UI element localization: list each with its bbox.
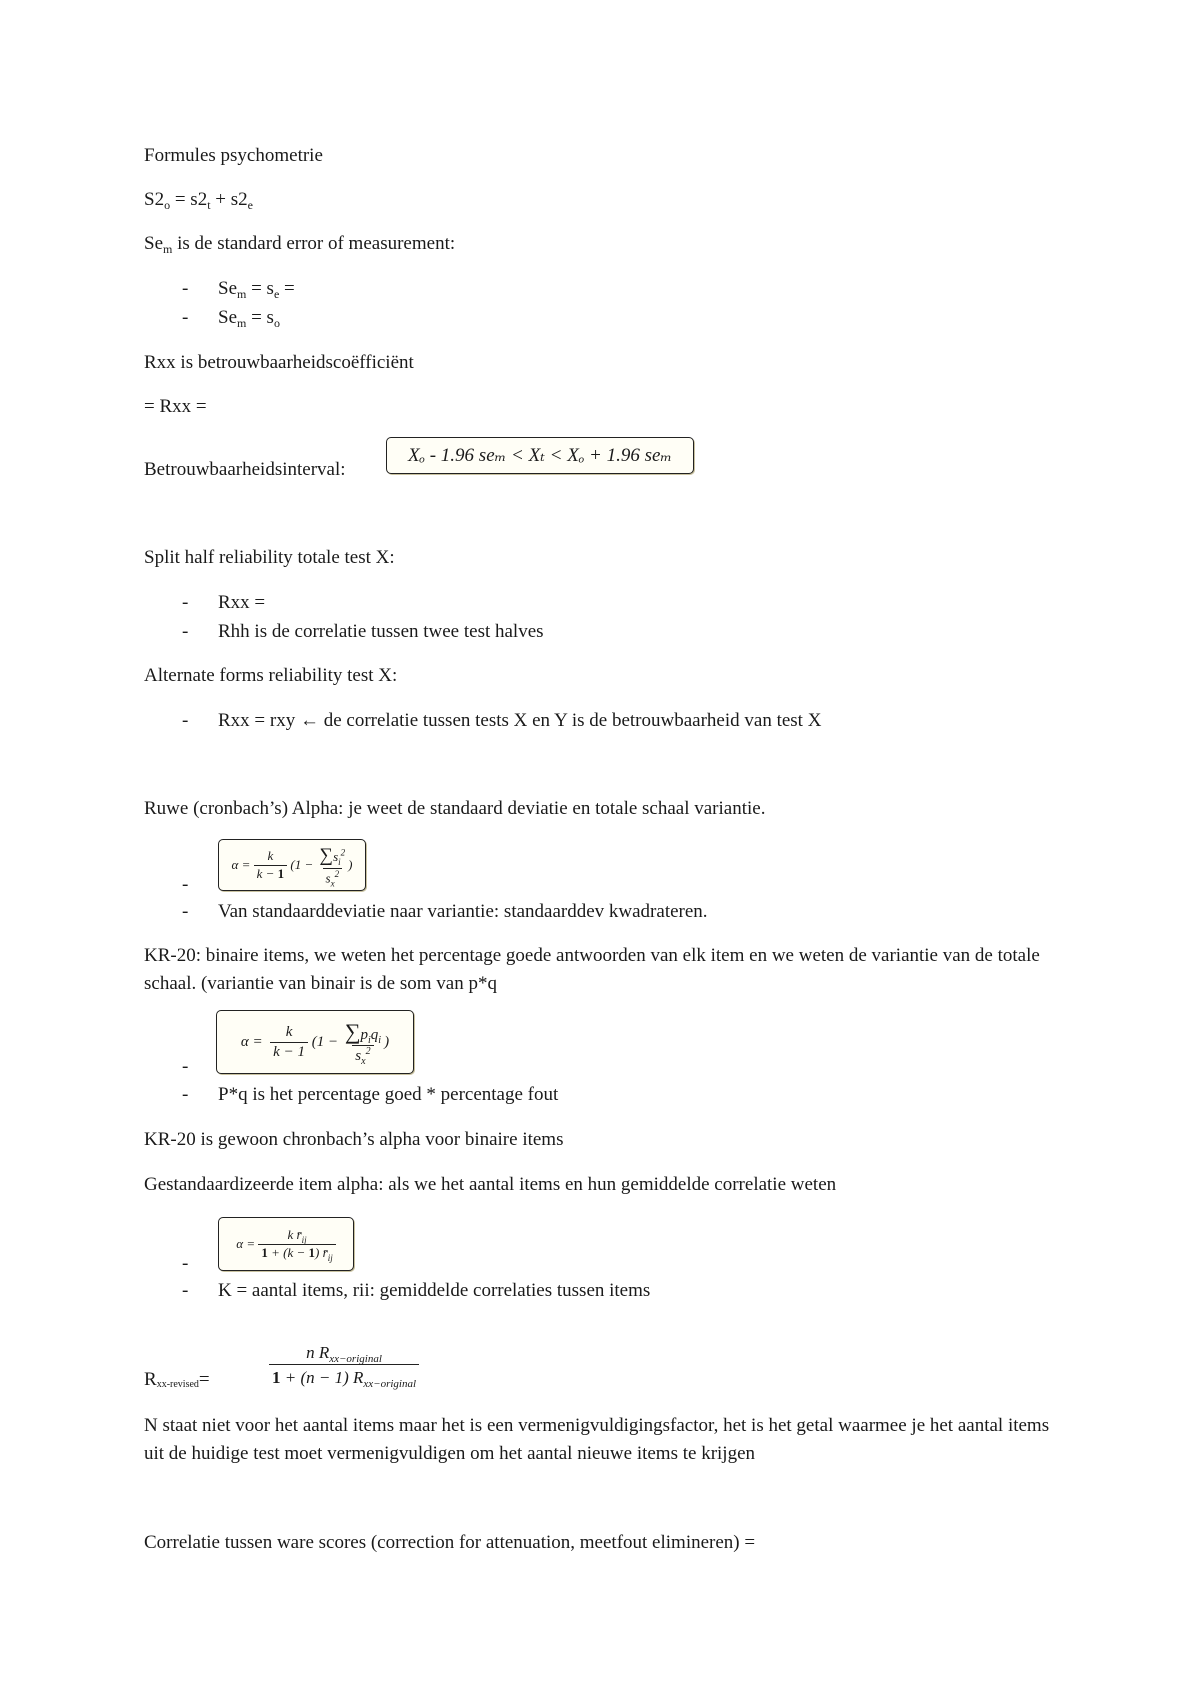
document-title: Formules psychometrie [144, 145, 323, 166]
sem-item-2: - $Se_m = s_o$ [182, 307, 280, 330]
rxx-equation: = Rxx = [144, 396, 207, 417]
interval-label: Betrouwbaarheidsinterval: [144, 459, 346, 480]
kr20-note: - P*q is het percentage goed * percentage fout [182, 1084, 559, 1105]
cronbach-note: - Van standaarddeviatie naar variantie: standaarddev kwadrateren. [182, 901, 708, 922]
spearman-brown-formula: $\frac{n R_{xx-original}}{1 + (n - 1) R_{xx-original}}$ [256, 1337, 432, 1393]
standardized-alpha-formula: α = $\frac{k r̄_{ij}}{1 + (k - 1) r̄_{ij}}$ [218, 1217, 354, 1271]
cronbach-alpha-formula: α = $\frac{k}{k - 1}$ (1 − $\frac{\sum s_i^2}{s_x^2}$ ) [218, 839, 366, 891]
kr20-heading: KR-20: binaire items, we weten het percentage goede antwoorden van elk item en we weten de variantie van de totale schaal. (variantie van binair is de som van p*q [144, 945, 1040, 994]
alternate-item: - Rxx = rxy ← de correlatie tussen tests X en Y is de betrouwbaarheid van test X [182, 710, 822, 731]
kr20-formula-bullet: - [182, 1056, 189, 1077]
split-half-item-2: - Rhh is de correlatie tussen twee test halves [182, 621, 544, 642]
sem-item-1: - $Se_m = s_e$ = [182, 278, 295, 301]
cronbach-formula-bullet: - [182, 874, 189, 895]
arrow-left-icon: ← [299, 710, 319, 731]
rxx-definition: Rxx is betrouwbaarheidscoëfficiënt [144, 352, 414, 373]
standardized-heading: Gestandaardizeerde item alpha: als we het aantal items en hun gemiddelde correlatie weten [144, 1174, 837, 1195]
variance-formula: $S2_o = s2_t + s2_e$ [144, 189, 253, 212]
kr20-alpha-formula: α = $\frac{k}{k - 1}$ (1 − $\frac{\sum p_iq_i}{s_x^2}$ ) [216, 1010, 414, 1074]
cronbach-heading: Ruwe (cronbach’s) Alpha: je weet de standaard deviatie en totale schaal variantie. [144, 798, 766, 819]
standardized-note: - K = aantal items, rii: gemiddelde correlaties tussen items [182, 1280, 651, 1301]
interval-formula: Xₒ - 1.96 seₘ < Xₜ < Xₒ + 1.96 seₘ [386, 437, 694, 474]
alternate-heading: Alternate forms reliability test X: [144, 665, 398, 686]
split-half-heading: Split half reliability totale test X: [144, 547, 395, 568]
n-factor-note: N staat niet voor het aantal items maar het is een vermenigvuldigingsfactor, het is het getal waarmee je het aantal items uit de huidige test moet vermenigvuldigen om het aantal nieuwe items te krijgen [144, 1415, 1050, 1464]
kr20-summary: KR-20 is gewoon chronbach’s alpha voor binaire items [144, 1129, 564, 1150]
split-half-item-1: - Rxx = [182, 592, 266, 613]
standardized-formula-bullet: - [182, 1253, 189, 1274]
spearman-brown-lhs: $R_{xx-revised}=$ [144, 1369, 210, 1390]
attenuation-line: Correlatie tussen ware scores (correction for attenuation, meetfout elimineren) = [144, 1532, 756, 1553]
sem-intro: $Se_m$ is de standard error of measurement: [144, 233, 456, 256]
